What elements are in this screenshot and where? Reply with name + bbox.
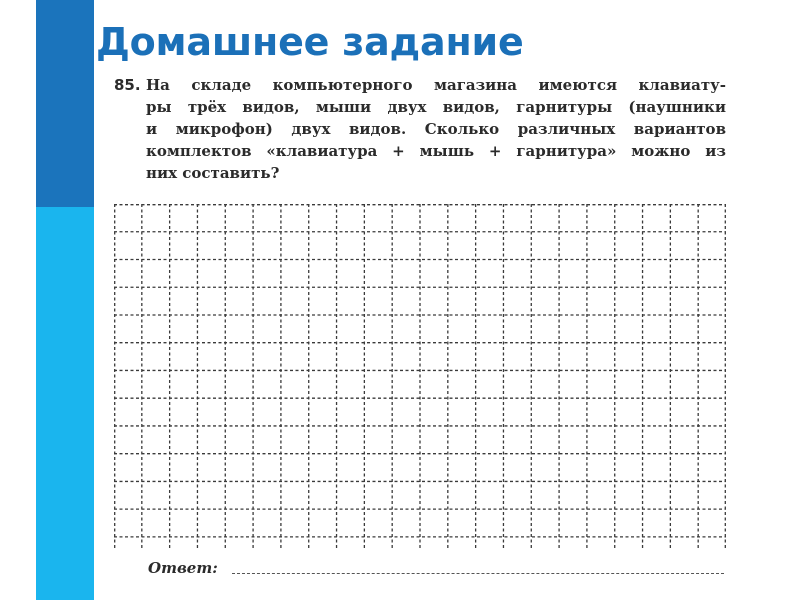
task-line-text: На складе компьютерного магазина имеются клавиату- [146, 76, 726, 94]
task-line-text: и микрофон) двух видов. Сколько различных вариантов [146, 120, 726, 138]
worksheet-grid [114, 204, 726, 553]
task-line-5 [114, 162, 726, 184]
answer-label: Ответ: [148, 559, 218, 577]
dotted-grid [114, 204, 726, 548]
accent-bar-bottom [36, 207, 94, 600]
task-number: 85. [114, 76, 141, 94]
accent-bar-top [36, 0, 94, 207]
task-line-1 [114, 74, 726, 96]
answer-line[interactable] [232, 573, 724, 574]
task-line-2 [114, 96, 726, 118]
slide-title: Домашнее задание [96, 20, 524, 64]
task-line-text: ры трёх видов, мыши двух видов, гарнитуры (наушники [146, 98, 726, 116]
task-line-text: них составить? [146, 164, 280, 182]
task-text [114, 74, 726, 184]
answer-row[interactable] [148, 556, 724, 580]
task-line-4 [114, 140, 726, 162]
task-line-text: комплектов «клавиатура + мышь + гарнитура» можно из [146, 142, 726, 160]
task-line-3 [114, 118, 726, 140]
